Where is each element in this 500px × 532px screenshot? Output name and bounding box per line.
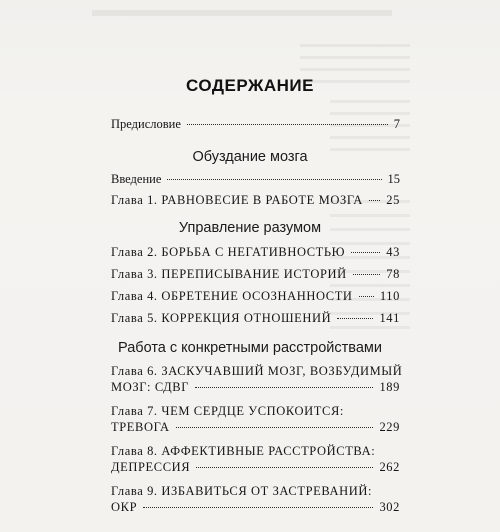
toc-entry-page: 7 — [393, 117, 400, 131]
bleed-through-header — [92, 10, 392, 24]
toc-section-title-1: Обуздание мозга — [192, 149, 308, 165]
toc-entry-label: Предисловие — [111, 117, 181, 131]
toc-entry-label-line1: Глава 9. ИЗБАВИТЬСЯ ОТ ЗАСТРЕВАНИЙ: — [111, 484, 373, 498]
toc-entry-label: Глава 5. КОРРЕКЦИЯ ОТНОШЕНИЙ — [111, 311, 332, 325]
toc-entry-chapter-8 — [111, 443, 400, 475]
toc-entry-page: 15 — [387, 172, 400, 186]
leader-dots — [353, 274, 381, 275]
toc-entry-chapter-7 — [111, 403, 400, 435]
toc-entry-label-line2: МОЗГ: СДВГ — [111, 380, 190, 394]
toc-entry-page: 25 — [386, 193, 400, 207]
toc-entry-intro — [111, 171, 400, 187]
toc-entry-page: 78 — [386, 267, 400, 281]
toc-entry-page: 229 — [379, 420, 400, 434]
toc-entry-page: 189 — [379, 380, 400, 394]
toc-section-title-3: Работа с конкретными расстройствами — [118, 340, 382, 356]
toc-entry-chapter-9 — [111, 483, 400, 515]
leader-dots — [196, 467, 373, 468]
toc-entry-chapter-6 — [111, 363, 403, 395]
toc-entry-label-line2: ТРЕВОГА — [111, 420, 170, 434]
toc-entry-page: 43 — [386, 245, 400, 259]
leader-dots — [167, 179, 381, 180]
leader-dots — [351, 252, 380, 253]
toc-entry-page: 302 — [379, 500, 400, 514]
toc-entry-page: 110 — [379, 289, 400, 303]
leader-dots — [143, 507, 373, 508]
toc-entry-chapter-5 — [111, 310, 400, 326]
leader-dots — [337, 318, 373, 319]
leader-dots — [369, 200, 380, 201]
toc-entry-label: Глава 1. РАВНОВЕСИЕ В РАБОТЕ МОЗГА — [111, 193, 363, 207]
toc-heading: СОДЕРЖАНИЕ — [186, 76, 314, 95]
toc-entry-chapter-3 — [111, 266, 400, 282]
toc-section-title-2: Управление разумом — [178, 220, 322, 236]
toc-entry-chapter-1 — [111, 192, 400, 208]
leader-dots — [359, 296, 374, 297]
toc-entry-chapter-2 — [111, 244, 400, 260]
toc-entry-preface — [111, 116, 400, 132]
leader-dots — [195, 387, 373, 388]
toc-entry-label-line2: ДЕПРЕССИЯ — [111, 460, 191, 474]
leader-dots — [176, 427, 374, 428]
toc-entry-label-line1: Глава 6. ЗАСКУЧАВШИЙ МОЗГ, ВОЗБУДИМЫЙ — [111, 364, 403, 378]
toc-entry-label: Глава 4. ОБРЕТЕНИЕ ОСОЗНАННОСТИ — [111, 289, 353, 303]
toc-entry-label: Глава 3. ПЕРЕПИСЫВАНИЕ ИСТОРИЙ — [111, 267, 347, 281]
toc-entry-label: Глава 2. БОРЬБА С НЕГАТИВНОСТЬЮ — [111, 245, 346, 259]
toc-entry-label: Введение — [111, 172, 162, 186]
toc-entry-label-line1: Глава 7. ЧЕМ СЕРДЦЕ УСПОКОИТСЯ: — [111, 404, 344, 418]
toc-entry-page: 141 — [379, 311, 400, 325]
toc-entry-label-line2: ОКР — [111, 500, 138, 514]
toc-entry-label-line1: Глава 8. АФФЕКТИВНЫЕ РАССТРОЙСТВА: — [111, 444, 376, 458]
toc-entry-chapter-4 — [111, 288, 400, 304]
toc-entry-page: 262 — [379, 460, 400, 474]
leader-dots — [187, 124, 388, 125]
